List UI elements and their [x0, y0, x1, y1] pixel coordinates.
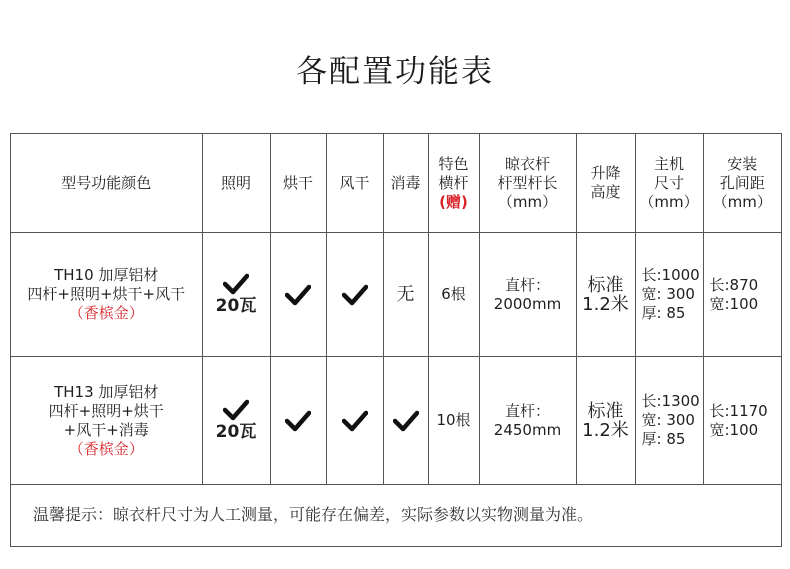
bars-cell: 10根 — [428, 357, 479, 485]
pole-cell: 直杆： 2450mm — [479, 357, 576, 485]
header-row — [11, 134, 781, 233]
model-cell: TH10 加厚铝材 四杆+照明+烘干+风干 （香槟金） — [11, 233, 202, 357]
model-cell: TH13 加厚铝材 四杆+照明+烘干 +风干+消毒 （香槟金） — [11, 357, 202, 485]
tip-note: 温馨提示：晾衣杆尺寸为人工测量，可能存在偏差，实际参数以实物测量为准。 — [33, 505, 594, 524]
dry-cell — [270, 233, 326, 357]
header-dry: 烘干 — [270, 134, 326, 233]
table-row — [11, 357, 781, 485]
light-cell: 20瓦 — [202, 357, 270, 485]
bars-cell: 6根 — [428, 233, 479, 357]
lift-cell: 标准 1.2米 — [576, 357, 635, 485]
gift-label: (赠) — [439, 192, 468, 211]
check-icon — [285, 284, 311, 306]
model-color: （香槟金） — [68, 304, 144, 322]
size-cell: 长:1000 宽: 300 厚: 85 — [635, 233, 703, 357]
header-model: 型号功能颜色 — [11, 134, 202, 233]
header-lift: 升降 高度 — [576, 134, 635, 233]
header-hole: 安装 孔间距 （mm） — [703, 134, 781, 233]
table-row — [11, 233, 781, 357]
hole-cell: 长:870 宽:100 — [703, 233, 781, 357]
hole-cell: 长:1170 宽:100 — [703, 357, 781, 485]
page-title: 各配置功能表 — [296, 54, 494, 90]
config-table — [11, 134, 781, 485]
lift-cell: 标准 1.2米 — [576, 233, 635, 357]
pole-cell: 直杆： 2000mm — [479, 233, 576, 357]
air-cell — [326, 357, 383, 485]
sterilize-cell: 无 — [383, 233, 428, 357]
check-icon — [342, 284, 368, 306]
sterilize-cell — [383, 357, 428, 485]
check-icon — [342, 410, 368, 432]
air-cell — [326, 233, 383, 357]
dry-cell — [270, 357, 326, 485]
check-icon — [285, 410, 311, 432]
header-sterilize: 消毒 — [383, 134, 428, 233]
check-icon — [223, 273, 249, 295]
model-color: （香槟金） — [68, 439, 144, 458]
check-icon — [223, 399, 249, 421]
check-icon — [393, 410, 419, 432]
config-table-frame — [10, 133, 782, 547]
header-pole: 晾衣杆 杆型杆长 （mm） — [479, 134, 576, 233]
header-light: 照明 — [202, 134, 270, 233]
size-cell: 长:1300 宽: 300 厚: 85 — [635, 357, 703, 485]
light-cell: 20瓦 — [202, 233, 270, 357]
header-air: 风干 — [326, 134, 383, 233]
header-size: 主机 尺寸 （mm） — [635, 134, 703, 233]
header-special-bar: 特色 横杆 (赠) — [428, 134, 479, 233]
